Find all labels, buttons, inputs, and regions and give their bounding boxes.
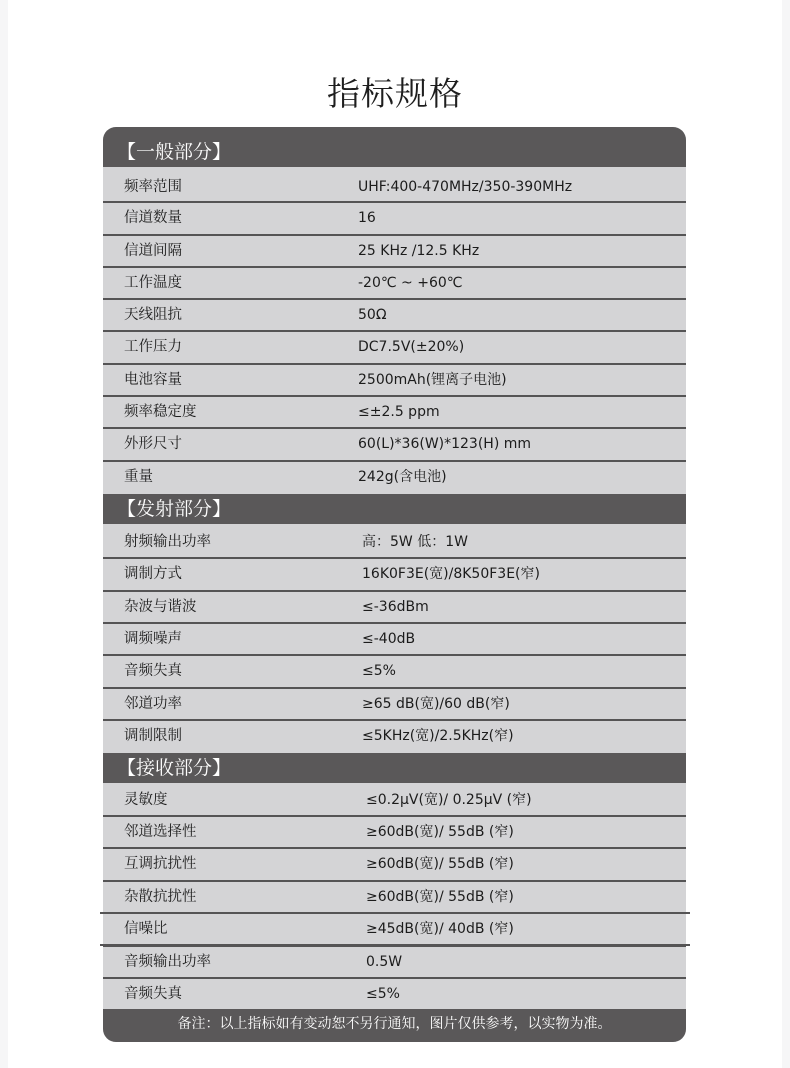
spec-value: ≥60dB(宽)/ 55dB (窄) [366, 856, 514, 872]
spec-table [103, 127, 686, 1042]
spec-value: ≤-36dBm [362, 599, 429, 615]
spec-value: ≤5% [366, 986, 400, 1002]
spec-label: 天线阻抗 [124, 307, 182, 323]
spec-row [103, 849, 686, 879]
spec-row [103, 236, 686, 266]
row-divider [103, 427, 686, 429]
spec-value: ≤5% [362, 663, 396, 679]
row-divider [103, 815, 686, 817]
spec-row [103, 365, 686, 395]
spec-row [103, 592, 686, 622]
spec-value: 25 KHz /12.5 KHz [358, 243, 480, 259]
spec-label: 工作温度 [124, 275, 182, 291]
row-divider [100, 944, 690, 946]
section-header: 【接收部分】 [103, 753, 686, 783]
spec-label: 调制方式 [124, 566, 182, 582]
spec-label: 邻道功率 [124, 696, 182, 712]
spec-row [103, 397, 686, 427]
spec-value: ≥60dB(宽)/ 55dB (窄) [366, 824, 514, 840]
spec-row [103, 624, 686, 654]
spec-value: 242g(含电池) [358, 469, 447, 485]
spec-row [103, 785, 686, 815]
section-header: 【发射部分】 [103, 494, 686, 524]
spec-label: 调频噪声 [124, 631, 182, 647]
row-divider [103, 266, 686, 268]
spec-value: ≥45dB(宽)/ 40dB (窄) [366, 921, 514, 937]
spec-value: 高：5W 低：1W [362, 534, 468, 550]
spec-row [103, 527, 686, 557]
row-divider [103, 977, 686, 979]
spec-value: UHF:400-470MHz/350-390MHz [358, 179, 573, 195]
spec-value: 16K0F3E(宽)/8K50F3E(窄) [362, 566, 540, 582]
spec-label: 电池容量 [124, 372, 182, 388]
row-divider [103, 880, 686, 882]
row-divider [103, 687, 686, 689]
page-title: 指标规格 [327, 74, 463, 113]
spec-label: 信噪比 [124, 921, 168, 937]
spec-row [103, 300, 686, 330]
spec-value: ≥65 dB(宽)/60 dB(窄) [362, 696, 510, 712]
row-divider [100, 912, 690, 914]
spec-label: 频率稳定度 [124, 404, 197, 420]
row-divider [103, 557, 686, 559]
spec-row [103, 559, 686, 589]
spec-label: 杂散抗扰性 [124, 889, 197, 905]
spec-label: 频率范围 [124, 179, 182, 195]
row-divider [103, 298, 686, 300]
spec-label: 重量 [124, 469, 153, 485]
spec-value: ≤5KHz(宽)/2.5KHz(窄) [362, 728, 514, 744]
row-divider [103, 363, 686, 365]
spec-label: 外形尺寸 [124, 436, 182, 452]
spec-label: 邻道选择性 [124, 824, 197, 840]
spec-label: 互调抗扰性 [124, 856, 197, 872]
spec-label: 灵敏度 [124, 792, 168, 808]
spec-row [103, 817, 686, 847]
spec-label: 调制限制 [124, 728, 182, 744]
spec-value: 0.5W [366, 954, 403, 970]
row-divider [103, 654, 686, 656]
spec-value: DC7.5V(±20%) [358, 339, 465, 355]
spec-row [103, 947, 686, 977]
spec-row [103, 882, 686, 912]
spec-row [103, 172, 686, 202]
spec-row [103, 914, 686, 944]
spec-label: 音频失真 [124, 663, 182, 679]
spec-row [103, 721, 686, 751]
row-divider [103, 847, 686, 849]
spec-label: 杂波与谐波 [124, 599, 197, 615]
spec-value: 60(L)*36(W)*123(H) mm [358, 436, 532, 452]
spec-label: 工作压力 [124, 339, 182, 355]
spec-label: 信道数量 [124, 210, 182, 226]
row-divider [103, 201, 686, 203]
spec-value: ≥60dB(宽)/ 55dB (窄) [366, 889, 514, 905]
row-divider [103, 622, 686, 624]
spec-row [103, 979, 686, 1009]
spec-row [103, 332, 686, 362]
row-divider [103, 460, 686, 462]
spec-value: 16 [358, 210, 376, 226]
spec-row [103, 268, 686, 298]
spec-row [103, 689, 686, 719]
spec-label: 信道间隔 [124, 243, 182, 259]
row-divider [103, 395, 686, 397]
spec-row [103, 462, 686, 492]
spec-label: 射频输出功率 [124, 534, 211, 550]
row-divider [103, 330, 686, 332]
spec-value: ≤0.2μV(宽)/ 0.25μV (窄) [366, 792, 532, 808]
spec-row [103, 656, 686, 686]
spec-label: 音频输出功率 [124, 954, 211, 970]
spec-row [103, 203, 686, 233]
spec-value: ≤-40dB [362, 631, 416, 647]
spec-row [103, 429, 686, 459]
spec-value: ≤±2.5 ppm [358, 404, 440, 420]
row-divider [103, 719, 686, 721]
section-header: 【一般部分】 [103, 127, 686, 167]
spec-value: -20℃ ~ +60℃ [358, 275, 463, 291]
spec-value: 2500mAh(锂离子电池) [358, 372, 507, 388]
spec-value: 50Ω [358, 307, 387, 323]
spec-label: 音频失真 [124, 986, 182, 1002]
footnote: 备注：以上指标如有变动恕不另行通知，图片仅供参考，以实物为准。 [103, 1009, 686, 1042]
row-divider [103, 590, 686, 592]
row-divider [103, 234, 686, 236]
